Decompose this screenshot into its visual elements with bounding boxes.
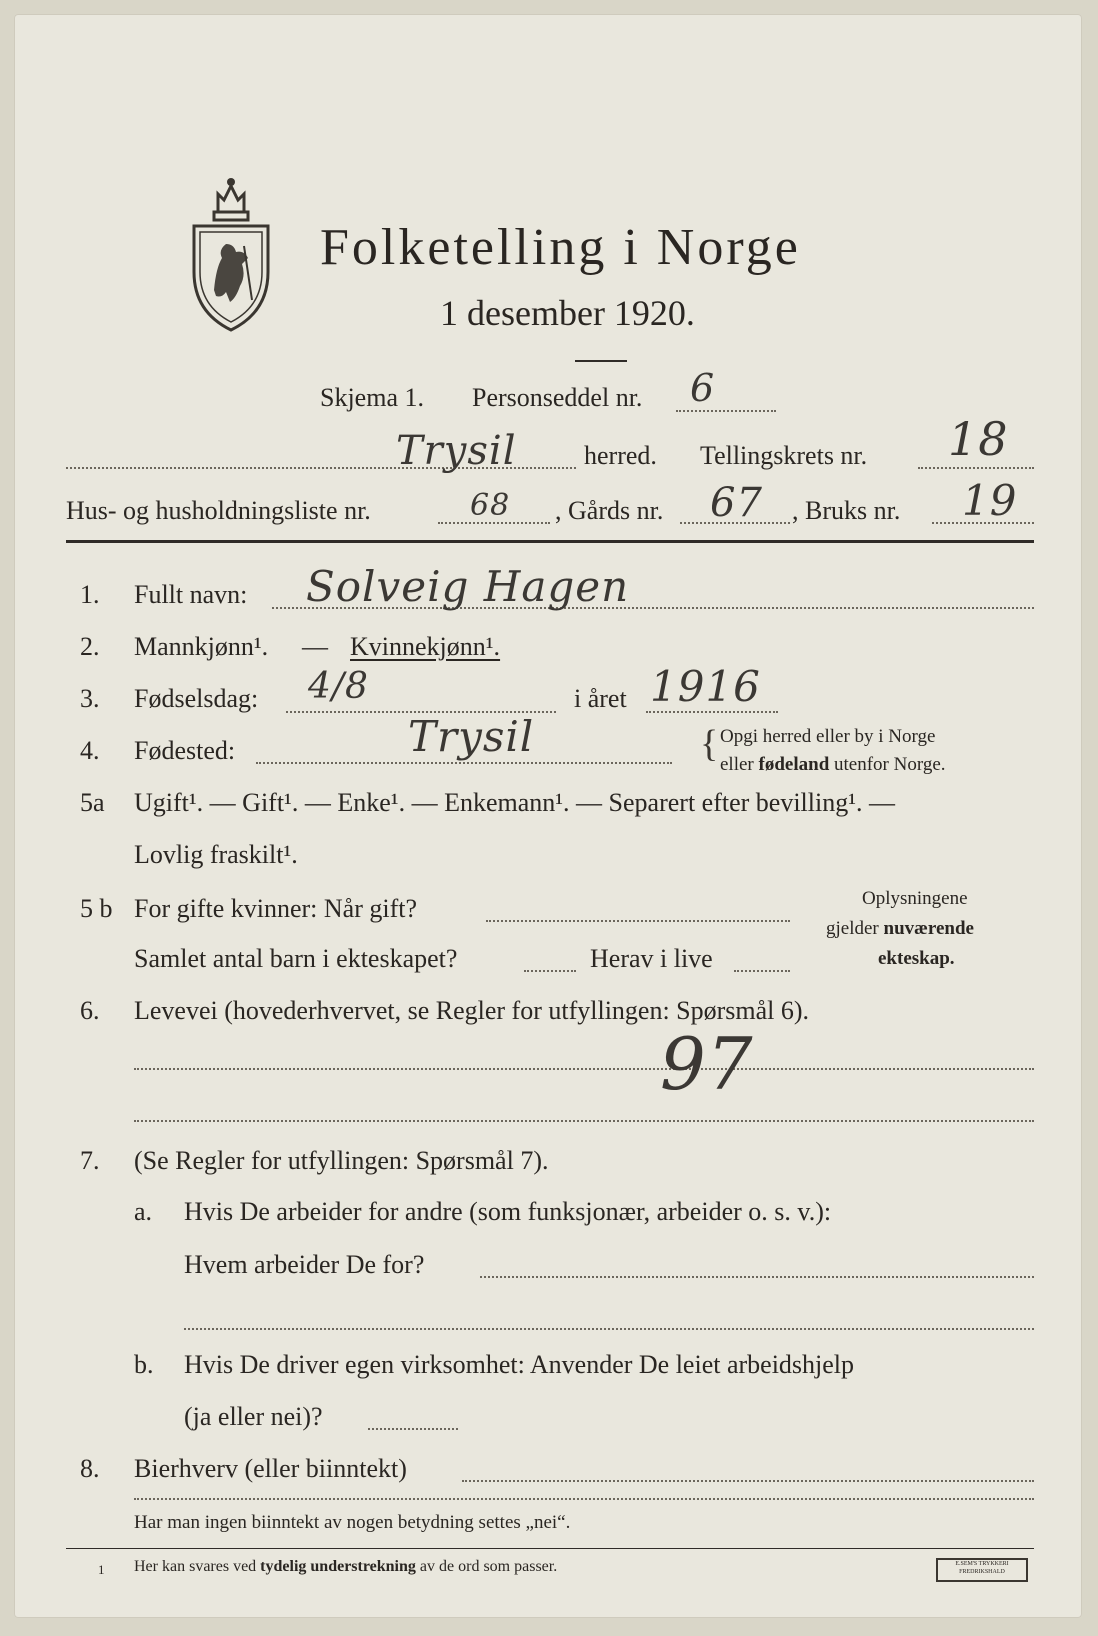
bruks-label: , Bruks nr.	[792, 496, 901, 525]
census-date: 1 desember 1920.	[440, 293, 695, 333]
q7b-question: Hvis De driver egen virksomhet: Anvender De leiet arbeidshjelp	[184, 1350, 855, 1379]
marital-status-options[interactable]: Ugift¹. — Gift¹. — Enke¹. — Enkemann¹. — Separert efter bevilling¹. —	[134, 788, 896, 817]
q8-number: 8.	[80, 1454, 100, 1483]
personseddel-number[interactable]: 6	[690, 366, 716, 410]
birthplace-note-line2: eller fødeland utenfor Norge.	[720, 754, 946, 775]
birthplace-field-line	[256, 762, 672, 764]
married-when-label: For gifte kvinner: Når gift?	[134, 894, 418, 923]
birthplace-value[interactable]: Trysil	[408, 712, 535, 761]
sex-female-option[interactable]: Kvinnekjønn¹.	[350, 632, 501, 661]
employer-label: Hvem arbeider De for?	[184, 1250, 425, 1279]
skjema-label: Skjema 1.	[320, 383, 424, 412]
marital-status-divorced-option[interactable]: Lovlig fraskilt¹.	[134, 840, 298, 869]
birthplace-label: Fødested:	[134, 736, 236, 765]
tellingskrets-field-line	[918, 467, 1034, 469]
birthplace-note-brace: {	[700, 723, 719, 765]
children-alive-label: Herav i live	[590, 944, 713, 973]
husliste-number[interactable]: 68	[470, 488, 511, 523]
footnote-text: Her kan svares ved tydelig understrekning av de ord som passer.	[134, 1558, 558, 1575]
title-divider	[575, 360, 627, 362]
birthday-label: Fødselsdag:	[134, 684, 259, 713]
sex-dash: —	[302, 632, 328, 661]
q7a-letter: a.	[134, 1197, 153, 1226]
occupation-field-line-2	[134, 1120, 1034, 1122]
personseddel-field-line	[676, 410, 776, 412]
printer-mark: E.SEM'S TRYKKERI FREDRIKSHALD	[936, 1558, 1028, 1582]
marriage-note-line1: Oplysningene	[862, 888, 968, 909]
norwegian-coat-of-arms-icon	[186, 172, 276, 332]
q7b-letter: b.	[134, 1350, 154, 1379]
footnote-marker: 1	[98, 1562, 105, 1577]
hired-help-label: (ja eller nei)?	[184, 1402, 323, 1431]
occupation-label: Levevei (hovederhvervet, se Regler for utfyllingen: Spørsmål 6).	[134, 996, 810, 1025]
q5a-number: 5a	[80, 788, 105, 817]
q1-number: 1.	[80, 580, 100, 609]
full-name-value[interactable]: Solveig Hagen	[306, 562, 630, 611]
children-total-label: Samlet antal barn i ekteskapet?	[134, 944, 458, 973]
side-income-note: Har man ingen biinntekt av nogen betydning settes „nei“.	[134, 1512, 571, 1533]
married-when-field-line	[486, 920, 790, 922]
footnote-divider	[66, 1548, 1034, 1549]
q5b-number: 5 b	[80, 894, 113, 923]
side-income-label: Bierhverv (eller biinntekt)	[134, 1454, 407, 1483]
herred-label: herred.	[584, 441, 657, 470]
header-divider	[66, 540, 1034, 543]
children-alive-field-line	[734, 970, 790, 972]
full-name-label: Fullt navn:	[134, 580, 248, 609]
children-total-field-line	[524, 970, 576, 972]
marriage-note-line2: gjelder nuværende	[826, 918, 974, 939]
q2-number: 2.	[80, 632, 100, 661]
marriage-note-line3: ekteskap.	[878, 948, 955, 969]
employer-field-line-2	[184, 1328, 1034, 1330]
q7-number: 7.	[80, 1146, 100, 1175]
side-income-field-line-2	[134, 1498, 1034, 1500]
occupation-field-line-1	[134, 1068, 1034, 1070]
q4-number: 4.	[80, 736, 100, 765]
personseddel-label: Personseddel nr.	[472, 383, 643, 412]
hired-help-field-line	[368, 1428, 458, 1430]
bruks-number[interactable]: 19	[962, 476, 1018, 525]
q7-label: (Se Regler for utfyllingen: Spørsmål 7).	[134, 1146, 549, 1175]
q7a-question: Hvis De arbeider for andre (som funksjonær, arbeider o. s. v.):	[184, 1197, 832, 1226]
birthplace-note-line1: Opgi herred eller by i Norge	[720, 726, 936, 747]
occupation-code[interactable]: 97	[660, 1022, 754, 1106]
form-title: Folketelling i Norge	[320, 219, 801, 276]
birthday-value[interactable]: 4/8	[308, 666, 369, 707]
gards-label: , Gårds nr.	[555, 496, 664, 525]
tellingskrets-number[interactable]: 18	[948, 412, 1009, 466]
birth-year-field-line	[646, 711, 778, 713]
q6-number: 6.	[80, 996, 100, 1025]
sex-male-option[interactable]: Mannkjønn¹.	[134, 632, 269, 661]
side-income-field-line-1	[462, 1480, 1034, 1482]
birth-year-label: i året	[574, 684, 627, 713]
herred-name[interactable]: Trysil	[396, 428, 517, 474]
gards-number[interactable]: 67	[710, 480, 763, 526]
husliste-label: Hus- og husholdningsliste nr.	[66, 496, 371, 525]
birth-year-value[interactable]: 1916	[650, 662, 761, 711]
q3-number: 3.	[80, 684, 100, 713]
tellingskrets-label: Tellingskrets nr.	[700, 441, 868, 470]
employer-field-line-1	[480, 1276, 1034, 1278]
